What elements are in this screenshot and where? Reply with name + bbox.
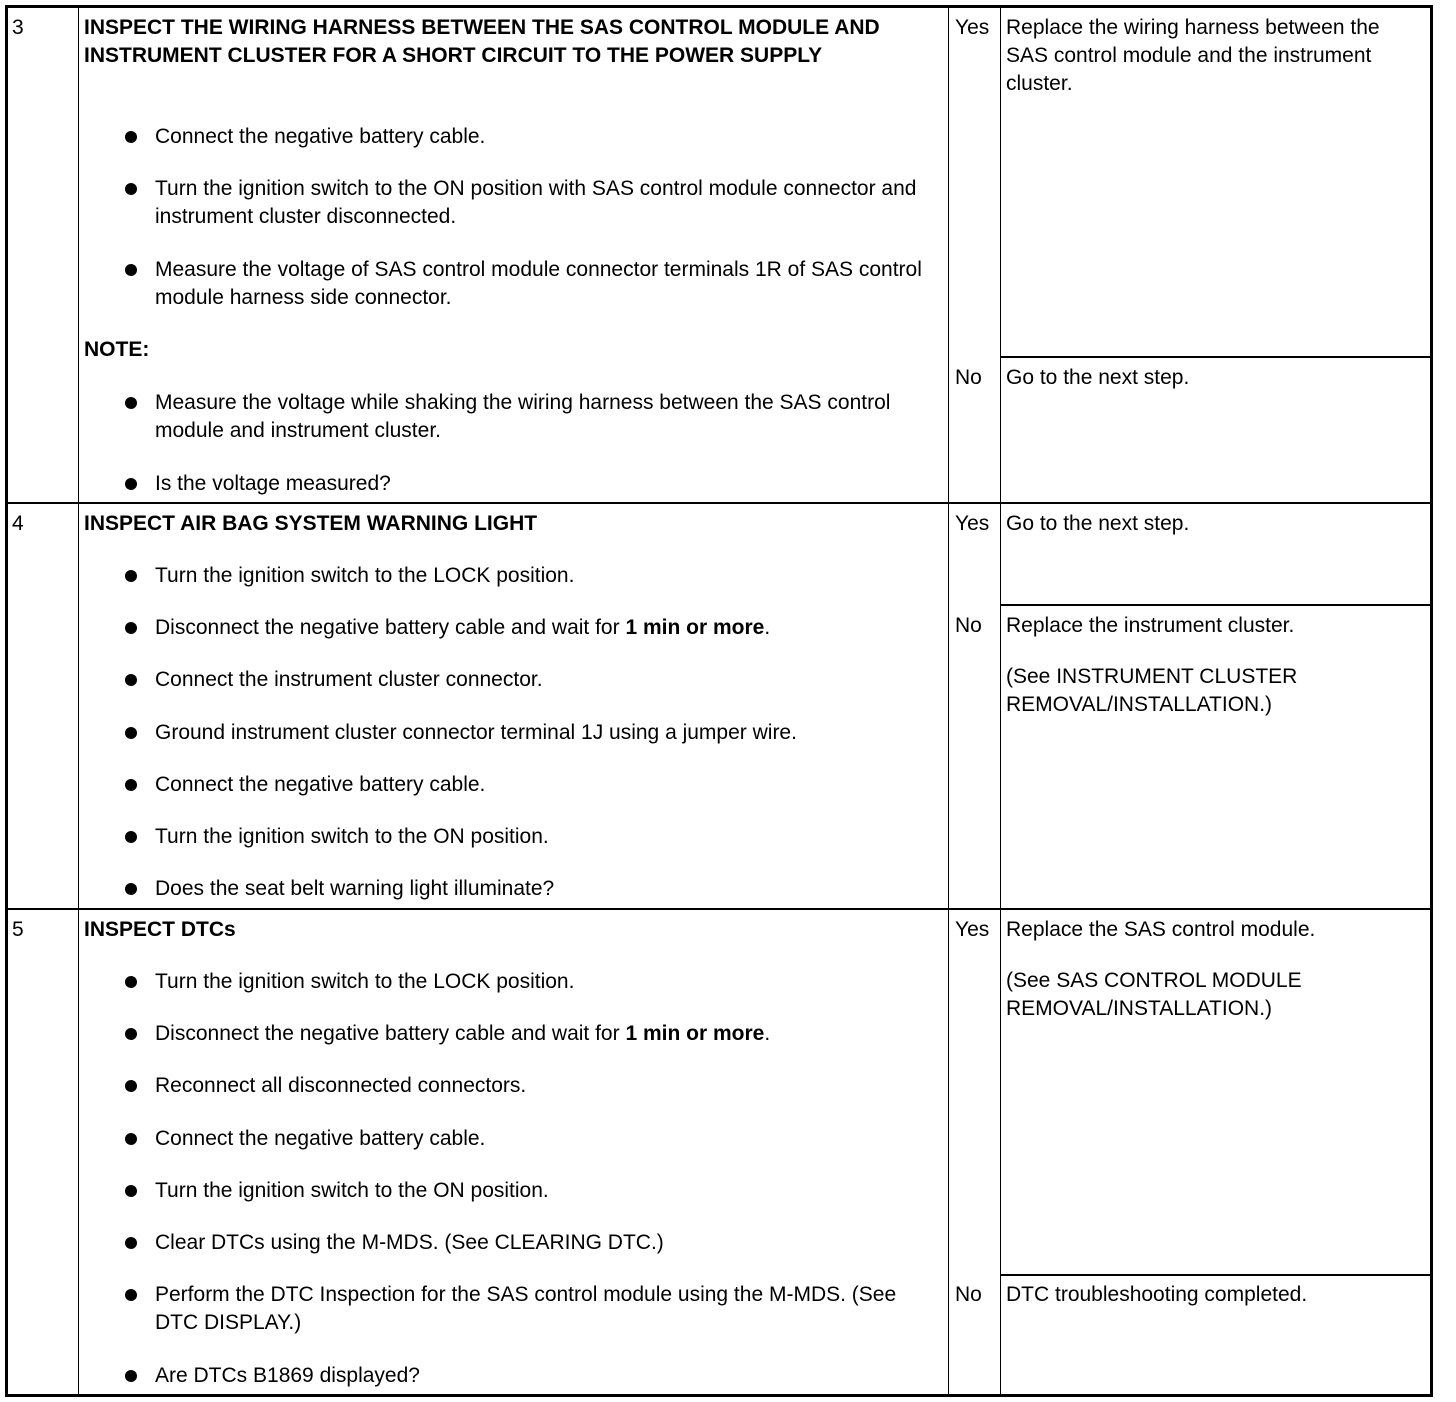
yes-no-divider: [1000, 604, 1433, 606]
no-label: No: [955, 1283, 982, 1306]
bullet-icon: [125, 976, 137, 988]
list-item: Connect the negative battery cable.: [155, 1127, 486, 1150]
bullet-icon: [125, 131, 137, 143]
bullet-icon: [125, 570, 137, 582]
list-item: Does the seat belt warning light illuminate?: [155, 877, 555, 900]
list-item: Connect the instrument cluster connector.: [155, 668, 543, 691]
bullet-icon: [125, 1028, 137, 1040]
bullet-icon: [125, 831, 137, 843]
list-item-text: Disconnect the negative battery cable and wait for: [155, 616, 620, 639]
step-heading: INSPECT DTCs: [84, 918, 236, 941]
list-item: Turn the ignition switch to the ON position.: [155, 1179, 549, 1202]
list-item: Disconnect the negative battery cable and wait for 1 min or more.: [155, 1022, 771, 1045]
bullet-icon: [125, 397, 137, 409]
column-divider-result: [1000, 5, 1001, 1397]
no-label: No: [955, 366, 982, 389]
row-divider: [5, 908, 1433, 910]
list-item: Turn the ignition switch to the ON position.: [155, 825, 549, 848]
note-label: NOTE:: [84, 338, 150, 361]
bullet-icon: [125, 1237, 137, 1249]
list-item: Connect the negative battery cable.: [155, 773, 486, 796]
no-label: No: [955, 614, 982, 637]
list-item: Turn the ignition switch to the ON position with SAS control module connector and instrument cluster disconnected.: [155, 177, 917, 228]
reference-link[interactable]: (See INSTRUMENT CLUSTER REMOVAL/INSTALLATION.): [1006, 665, 1298, 716]
list-item: Perform the DTC Inspection for the SAS control module using the M-MDS. (See DTC DISPLAY.): [155, 1283, 897, 1334]
bullet-icon: [125, 478, 137, 490]
row-divider: [5, 502, 1433, 504]
bullet-icon: [125, 1133, 137, 1145]
yes-no-divider: [1000, 1274, 1433, 1276]
bullet-icon: [125, 264, 137, 276]
yes-label: Yes: [955, 16, 990, 39]
step-heading: INSPECT THE WIRING HARNESS BETWEEN THE SAS CONTROL MODULE AND INSTRUMENT CLUSTER FOR A SHORT CIRCUIT TO THE POWER SUPPLY: [84, 16, 880, 67]
list-item: Turn the ignition switch to the LOCK position.: [155, 970, 575, 993]
list-item: Turn the ignition switch to the LOCK position.: [155, 564, 575, 587]
bullet-icon: [125, 674, 137, 686]
list-item: Reconnect all disconnected connectors.: [155, 1074, 527, 1097]
bullet-icon: [125, 1185, 137, 1197]
step-heading: INSPECT AIR BAG SYSTEM WARNING LIGHT: [84, 512, 538, 535]
list-item: Measure the voltage of SAS control module connector terminals 1R of SAS control module harness side connector.: [155, 258, 922, 309]
emphasis-text: 1 min or more: [625, 1022, 765, 1045]
list-item: Connect the negative battery cable.: [155, 125, 486, 148]
yes-label: Yes: [955, 918, 990, 941]
bullet-icon: [125, 622, 137, 634]
list-item-text: Disconnect the negative battery cable and wait for: [155, 1022, 620, 1045]
no-action: DTC troubleshooting completed.: [1006, 1283, 1308, 1306]
yes-action: Replace the SAS control module.: [1006, 918, 1316, 941]
bullet-icon: [125, 1289, 137, 1301]
emphasis-text: 1 min or more: [625, 616, 765, 639]
list-item: Ground instrument cluster connector terminal 1J using a jumper wire.: [155, 721, 797, 744]
no-action: Replace the instrument cluster.: [1006, 614, 1295, 637]
no-action: Go to the next step.: [1006, 366, 1190, 389]
yes-action: Go to the next step.: [1006, 512, 1190, 535]
step-number: 3: [12, 16, 24, 39]
yes-label: Yes: [955, 512, 990, 535]
yes-action: Replace the wiring harness between the SAS control module and the instrument cluster.: [1006, 16, 1380, 95]
list-item: Is the voltage measured?: [155, 472, 391, 495]
list-item: Disconnect the negative battery cable and wait for 1 min or more.: [155, 616, 771, 639]
list-item: Measure the voltage while shaking the wiring harness between the SAS control module and instrument cluster.: [155, 391, 891, 442]
bullet-icon: [125, 727, 137, 739]
list-item: Are DTCs B1869 displayed?: [155, 1364, 420, 1387]
bullet-icon: [125, 779, 137, 791]
column-divider-number: [78, 5, 79, 1397]
bullet-icon: [125, 1080, 137, 1092]
bullet-icon: [125, 183, 137, 195]
yes-no-divider: [1000, 356, 1433, 358]
step-number: 4: [12, 512, 24, 535]
step-number: 5: [12, 918, 24, 941]
reference-link[interactable]: (See SAS CONTROL MODULE REMOVAL/INSTALLATION.): [1006, 969, 1302, 1020]
bullet-icon: [125, 883, 137, 895]
column-divider-procedure: [948, 5, 949, 1397]
list-item: Clear DTCs using the M-MDS. (See CLEARING DTC.): [155, 1231, 664, 1254]
bullet-icon: [125, 1370, 137, 1382]
